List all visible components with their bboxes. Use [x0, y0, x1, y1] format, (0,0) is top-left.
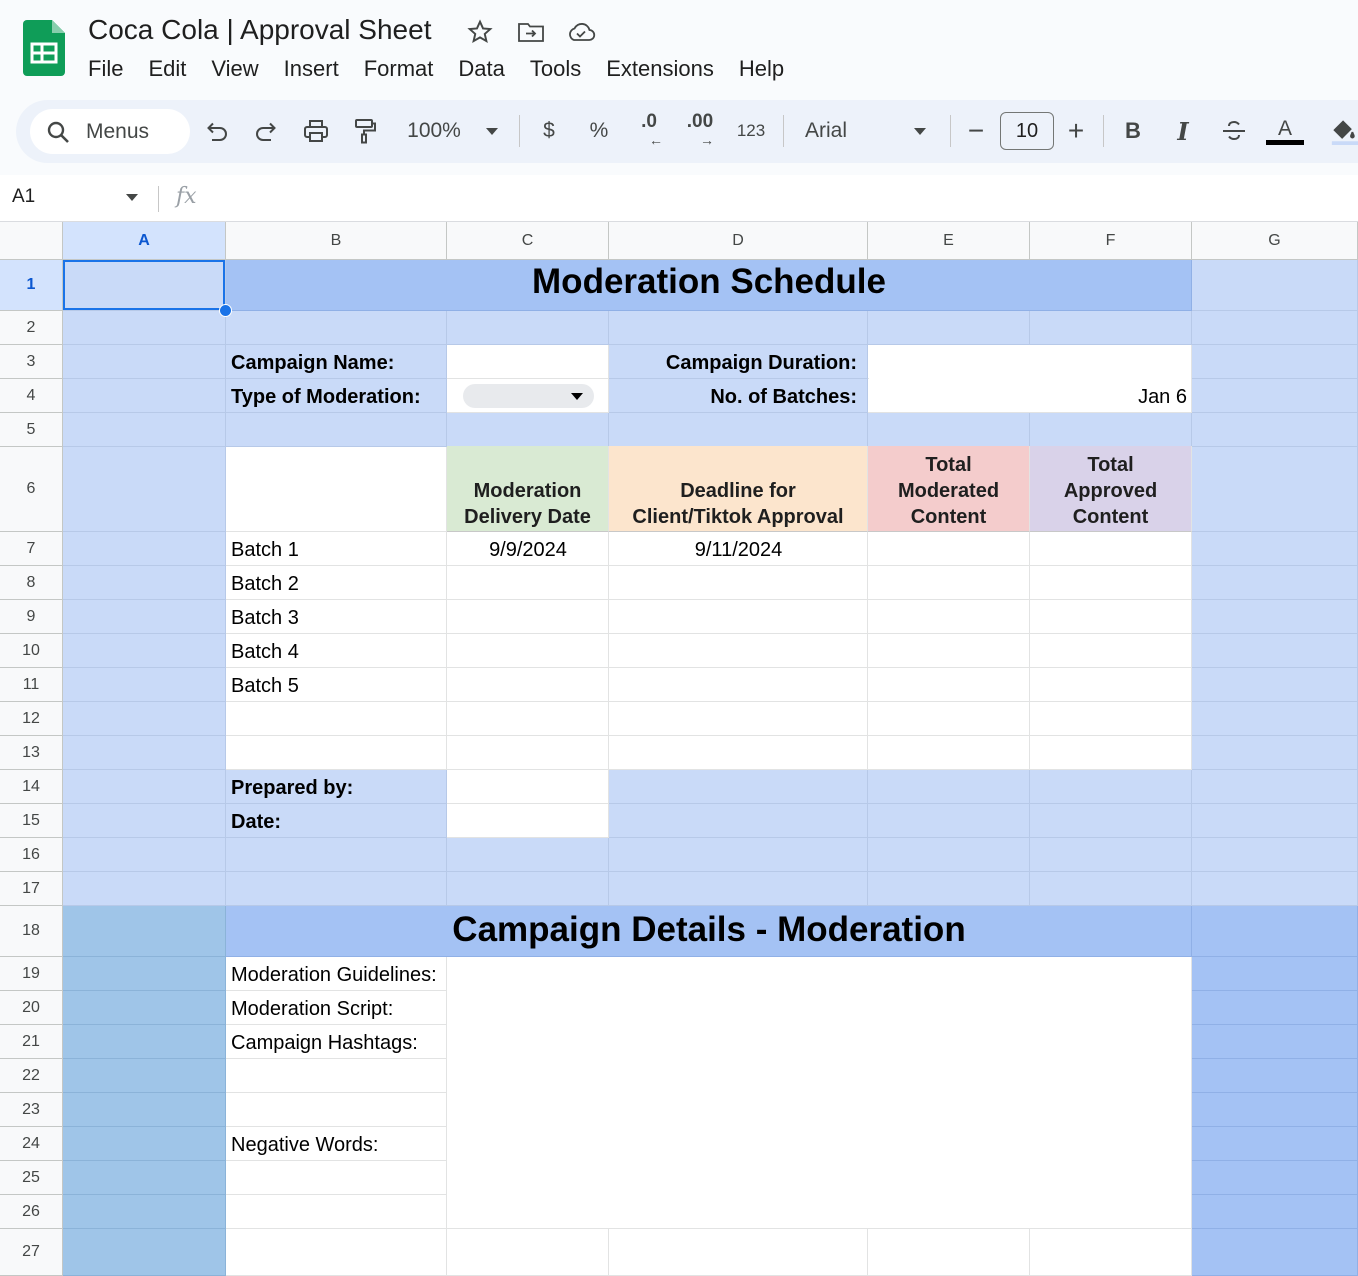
row-header-15[interactable]: 15: [0, 804, 63, 838]
cell-A24[interactable]: [63, 1127, 226, 1161]
cell-E12[interactable]: [868, 702, 1030, 736]
percent-format-button[interactable]: %: [589, 119, 609, 142]
cell-G6[interactable]: [1192, 447, 1358, 532]
spreadsheet-grid[interactable]: [0, 222, 1358, 1276]
cell-G9[interactable]: [1192, 600, 1358, 634]
cell-A10[interactable]: [63, 634, 226, 668]
batch-4-label[interactable]: Batch 4: [231, 641, 299, 663]
cell-F13[interactable]: [1030, 736, 1192, 770]
row-header-13[interactable]: 13: [0, 736, 63, 770]
cell-C8[interactable]: [447, 566, 609, 600]
formula-bar[interactable]: [0, 175, 1358, 222]
cell-A8[interactable]: [63, 566, 226, 600]
cell-F15[interactable]: [1030, 804, 1192, 838]
cell-G11[interactable]: [1192, 668, 1358, 702]
menu-insert[interactable]: Insert: [283, 56, 339, 81]
cell-D27[interactable]: [609, 1229, 868, 1276]
cell-F12[interactable]: [1030, 702, 1192, 736]
menu-view[interactable]: View: [211, 56, 259, 81]
row-header-21[interactable]: 21: [0, 1025, 63, 1059]
batch-1-delivery-date[interactable]: 9/9/2024: [489, 539, 567, 561]
moderation-schedule-title: Moderation Schedule: [532, 262, 886, 301]
cell-F27[interactable]: [1030, 1229, 1192, 1276]
campaign-details-title: Campaign Details - Moderation: [452, 910, 966, 949]
cell-G21[interactable]: [1192, 1025, 1358, 1059]
batch-5-label[interactable]: Batch 5: [231, 675, 299, 697]
cell-C13[interactable]: [447, 736, 609, 770]
header-deadline-approval[interactable]: [609, 446, 868, 532]
more-formats-button[interactable]: 123: [736, 121, 766, 140]
cell-D12[interactable]: [609, 702, 868, 736]
cell-C11[interactable]: [447, 668, 609, 702]
row-header-18[interactable]: 18: [0, 906, 63, 957]
cell-G3[interactable]: [1192, 345, 1358, 379]
cell-D2[interactable]: [609, 311, 868, 345]
cell-D13[interactable]: [609, 736, 868, 770]
cell-B5[interactable]: [226, 413, 447, 447]
cell-A12[interactable]: [63, 702, 226, 736]
fx-icon: fx: [176, 184, 197, 209]
menu-data[interactable]: Data: [458, 56, 505, 81]
cell-E14[interactable]: [868, 770, 1030, 804]
cell-G17[interactable]: [1192, 872, 1358, 906]
cell-G15[interactable]: [1192, 804, 1358, 838]
row-header-19[interactable]: 19: [0, 957, 63, 991]
no-of-batches-label: No. of Batches:: [710, 386, 857, 408]
menu-tools[interactable]: Tools: [529, 56, 582, 81]
cell-A19[interactable]: [63, 957, 226, 991]
decrease-font-size-button[interactable]: −: [967, 115, 985, 146]
row-header-16[interactable]: 16: [0, 838, 63, 872]
cell-F5[interactable]: [1030, 413, 1192, 447]
header-f-line2: Approved: [1063, 480, 1158, 502]
cell-A16[interactable]: [63, 838, 226, 872]
bold-button[interactable]: B: [1125, 118, 1141, 143]
name-box-dropdown-icon[interactable]: [126, 194, 138, 201]
document-title[interactable]: Coca Cola | Approval Sheet: [88, 14, 432, 45]
cell-G16[interactable]: [1192, 838, 1358, 872]
cell-F10[interactable]: [1030, 634, 1192, 668]
row-header-20[interactable]: 20: [0, 991, 63, 1025]
cell-A15[interactable]: [63, 804, 226, 838]
print-icon[interactable]: [301, 111, 331, 151]
cell-G8[interactable]: [1192, 566, 1358, 600]
row-header-6[interactable]: 6: [0, 447, 63, 532]
header-total-approved-content[interactable]: [1030, 446, 1192, 532]
cell-C16[interactable]: [447, 838, 609, 872]
row-header-4[interactable]: 4: [0, 379, 63, 413]
cell-G24[interactable]: [1192, 1127, 1358, 1161]
header-d-line1: Deadline for: [680, 480, 796, 502]
font-family-select[interactable]: Arial: [805, 119, 848, 142]
decrease-decimal-label: .0: [641, 111, 657, 132]
cell-A20[interactable]: [63, 991, 226, 1025]
cell-C12[interactable]: [447, 702, 609, 736]
cell-E2[interactable]: [868, 311, 1030, 345]
cell-A18[interactable]: [63, 906, 226, 957]
campaign-details-merged-area[interactable]: [447, 957, 1192, 1229]
menu-edit[interactable]: Edit: [148, 56, 187, 81]
batch-3-label[interactable]: Batch 3: [231, 607, 299, 629]
cell-F2[interactable]: [1030, 311, 1192, 345]
cell-G26[interactable]: [1192, 1195, 1358, 1229]
cell-E13[interactable]: [868, 736, 1030, 770]
cell-D11[interactable]: [609, 668, 868, 702]
cloud-saved-icon[interactable]: [566, 18, 596, 46]
cell-D16[interactable]: [609, 838, 868, 872]
cell-C27[interactable]: [447, 1229, 609, 1276]
batch-2-label[interactable]: Batch 2: [231, 573, 299, 595]
cell-E15[interactable]: [868, 804, 1030, 838]
cell-D8[interactable]: [609, 566, 868, 600]
cell-D9[interactable]: [609, 600, 868, 634]
cell-F9[interactable]: [1030, 600, 1192, 634]
increase-decimal-label: .00: [686, 111, 714, 132]
cell-G5[interactable]: [1192, 413, 1358, 447]
column-header-A[interactable]: A: [63, 222, 226, 260]
cell-A14[interactable]: [63, 770, 226, 804]
menus-search-box[interactable]: [30, 109, 190, 154]
cell-A7[interactable]: [63, 532, 226, 566]
cell-A9[interactable]: [63, 600, 226, 634]
strikethrough-icon[interactable]: [1220, 111, 1248, 151]
row-header-12[interactable]: 12: [0, 702, 63, 736]
campaign-hashtags-label: Campaign Hashtags:: [231, 1032, 418, 1054]
cell-A2[interactable]: [63, 311, 226, 345]
arrow-left-icon: ←: [649, 132, 663, 148]
row-header-25[interactable]: 25: [0, 1161, 63, 1195]
menu-file[interactable]: File: [88, 56, 124, 81]
cell-F8[interactable]: [1030, 566, 1192, 600]
name-box[interactable]: A1: [12, 186, 36, 207]
cell-G19[interactable]: [1192, 957, 1358, 991]
cell-B22[interactable]: [226, 1059, 447, 1093]
cell-F11[interactable]: [1030, 668, 1192, 702]
menu-bar: [88, 56, 809, 82]
cell-G18[interactable]: [1192, 906, 1358, 957]
row-header-26[interactable]: 26: [0, 1195, 63, 1229]
cell-C10[interactable]: [447, 634, 609, 668]
cell-G12[interactable]: [1192, 702, 1358, 736]
column-header-G[interactable]: G: [1192, 222, 1358, 260]
cell-D5[interactable]: [609, 413, 868, 447]
cell-G25[interactable]: [1192, 1161, 1358, 1195]
row-header-24[interactable]: 24: [0, 1127, 63, 1161]
row-header-10[interactable]: 10: [0, 634, 63, 668]
cell-E7[interactable]: [868, 532, 1030, 566]
header-d-line2: Client/Tiktok Approval: [632, 506, 844, 528]
campaign-duration-label: Campaign Duration:: [665, 352, 857, 374]
campaign-name-label: Campaign Name:: [231, 352, 395, 374]
decrease-decimal-button[interactable]: [633, 111, 665, 151]
moderation-guidelines-label: Moderation Guidelines:: [231, 964, 437, 986]
no-of-batches-value[interactable]: Jan 6: [1138, 386, 1187, 408]
row-header-14[interactable]: 14: [0, 770, 63, 804]
cell-A23[interactable]: [63, 1093, 226, 1127]
row-header-1[interactable]: 1: [0, 260, 63, 311]
cell-C15[interactable]: [447, 804, 609, 838]
star-icon[interactable]: [465, 18, 495, 46]
cell-E11[interactable]: [868, 668, 1030, 702]
row-header-7[interactable]: 7: [0, 532, 63, 566]
header-f-line1: Total: [1087, 454, 1134, 476]
currency-format-button[interactable]: $: [543, 119, 555, 142]
date-label: Date:: [231, 811, 282, 833]
negative-words-label: Negative Words:: [231, 1134, 379, 1156]
italic-button[interactable]: I: [1177, 116, 1189, 146]
cell-D17[interactable]: [609, 872, 868, 906]
header-e-line3: Content: [910, 506, 987, 528]
cell-G2[interactable]: [1192, 311, 1358, 345]
cell-C9[interactable]: [447, 600, 609, 634]
text-color-swatch: [1266, 140, 1304, 145]
cell-G14[interactable]: [1192, 770, 1358, 804]
paint-format-icon[interactable]: [351, 111, 379, 151]
row-header-11[interactable]: 11: [0, 668, 63, 702]
column-header-B[interactable]: B: [226, 222, 447, 260]
cell-G7[interactable]: [1192, 532, 1358, 566]
cell-G13[interactable]: [1192, 736, 1358, 770]
toolbar-divider: [950, 115, 951, 147]
row-header-23[interactable]: 23: [0, 1093, 63, 1127]
text-color-button[interactable]: [1266, 111, 1304, 151]
cell-A6[interactable]: [63, 447, 226, 532]
column-header-C[interactable]: C: [447, 222, 609, 260]
zoom-select[interactable]: 100%: [407, 119, 461, 142]
cell-D14[interactable]: [609, 770, 868, 804]
cell-G27[interactable]: [1192, 1229, 1358, 1276]
search-icon: [46, 120, 70, 144]
redo-icon[interactable]: [252, 111, 280, 151]
cell-E5[interactable]: [868, 413, 1030, 447]
cell-G4[interactable]: [1192, 379, 1358, 413]
column-header-F[interactable]: F: [1030, 222, 1192, 260]
cell-A5[interactable]: [63, 413, 226, 447]
selected-cell-a1[interactable]: [63, 260, 225, 310]
cell-E27[interactable]: [868, 1229, 1030, 1276]
batch-1-label[interactable]: Batch 1: [231, 539, 299, 561]
cell-G20[interactable]: [1192, 991, 1358, 1025]
row-header-22[interactable]: 22: [0, 1059, 63, 1093]
row-header-2[interactable]: 2: [0, 311, 63, 345]
cell-A13[interactable]: [63, 736, 226, 770]
arrow-right-icon: →: [700, 132, 714, 148]
cell-B16[interactable]: [226, 838, 447, 872]
cell-B13[interactable]: [226, 736, 447, 770]
dropdown-arrow-icon[interactable]: [571, 393, 583, 400]
fill-color-icon[interactable]: [1330, 111, 1358, 151]
cell-F7[interactable]: [1030, 532, 1192, 566]
toolbar-divider: [519, 115, 520, 147]
menu-help[interactable]: Help: [738, 56, 785, 81]
cell-E10[interactable]: [868, 634, 1030, 668]
font-size-input[interactable]: 10: [1000, 112, 1054, 150]
header-f-line3: Content: [1072, 506, 1149, 528]
cell-B12[interactable]: [226, 702, 447, 736]
cell-E17[interactable]: [868, 872, 1030, 906]
fill-handle[interactable]: [219, 304, 232, 317]
cell-C5[interactable]: [447, 413, 609, 447]
toolbar-divider: [783, 115, 784, 147]
cell-C3[interactable]: [447, 345, 609, 379]
cell-A25[interactable]: [63, 1161, 226, 1195]
cell-A26[interactable]: [63, 1195, 226, 1229]
increase-font-size-button[interactable]: +: [1067, 115, 1085, 146]
cell-A3[interactable]: [63, 345, 226, 379]
column-header-D[interactable]: D: [609, 222, 868, 260]
cell-B27[interactable]: [226, 1229, 447, 1276]
menu-format[interactable]: Format: [363, 56, 434, 81]
cell-A11[interactable]: [63, 668, 226, 702]
cell-F16[interactable]: [1030, 838, 1192, 872]
cell-B2[interactable]: [226, 311, 447, 345]
cell-G22[interactable]: [1192, 1059, 1358, 1093]
cell-C17[interactable]: [447, 872, 609, 906]
cell-G1[interactable]: [1192, 260, 1358, 311]
cell-A4[interactable]: [63, 379, 226, 413]
cell-C2[interactable]: [447, 311, 609, 345]
batch-1-deadline[interactable]: 9/11/2024: [694, 539, 783, 561]
row-header-8[interactable]: 8: [0, 566, 63, 600]
cell-G10[interactable]: [1192, 634, 1358, 668]
prepared-by-label: Prepared by:: [231, 777, 354, 799]
move-to-folder-icon[interactable]: [516, 18, 546, 46]
header-c-line2: Delivery Date: [464, 506, 591, 528]
cell-B6[interactable]: [226, 447, 447, 532]
row-header-27[interactable]: 27: [0, 1229, 63, 1276]
cell-A21[interactable]: [63, 1025, 226, 1059]
cell-D15[interactable]: [609, 804, 868, 838]
formula-divider: [158, 186, 159, 212]
moderation-script-label: Moderation Script:: [231, 998, 394, 1020]
cell-F17[interactable]: [1030, 872, 1192, 906]
header-e-line2: Moderated: [897, 480, 1000, 502]
cell-A17[interactable]: [63, 872, 226, 906]
cell-E9[interactable]: [868, 600, 1030, 634]
text-color-label: A: [1277, 116, 1292, 140]
cell-F14[interactable]: [1030, 770, 1192, 804]
cell-C14[interactable]: [447, 770, 609, 804]
toolbar-divider: [1103, 115, 1104, 147]
row-header-3[interactable]: 3: [0, 345, 63, 379]
row-header-5[interactable]: 5: [0, 413, 63, 447]
header-e-line1: Total: [925, 454, 972, 476]
cell-A27[interactable]: [63, 1229, 226, 1276]
cell-B17[interactable]: [226, 872, 447, 906]
cell-B25[interactable]: [226, 1161, 447, 1195]
sheets-logo-icon[interactable]: [23, 20, 65, 77]
font-dropdown-icon[interactable]: [914, 128, 926, 135]
cell-D10[interactable]: [609, 634, 868, 668]
type-of-moderation-label: Type of Moderation:: [231, 386, 421, 408]
cell-E8[interactable]: [868, 566, 1030, 600]
column-header-E[interactable]: E: [868, 222, 1030, 260]
header-total-moderated-content[interactable]: [868, 446, 1030, 532]
cell-B23[interactable]: [226, 1093, 447, 1127]
undo-icon[interactable]: [203, 111, 231, 151]
cell-E16[interactable]: [868, 838, 1030, 872]
select-all-corner[interactable]: [0, 222, 63, 260]
increase-decimal-button[interactable]: [683, 111, 717, 151]
header-c-line1: Moderation: [473, 480, 582, 502]
cell-G23[interactable]: [1192, 1093, 1358, 1127]
row-header-17[interactable]: 17: [0, 872, 63, 906]
cell-A22[interactable]: [63, 1059, 226, 1093]
header-moderation-delivery-date[interactable]: [447, 446, 609, 532]
cell-B26[interactable]: [226, 1195, 447, 1229]
row-header-9[interactable]: 9: [0, 600, 63, 634]
menus-search-label: Menus: [86, 119, 150, 143]
zoom-dropdown-icon[interactable]: [486, 128, 498, 135]
menu-extensions[interactable]: Extensions: [606, 56, 714, 81]
